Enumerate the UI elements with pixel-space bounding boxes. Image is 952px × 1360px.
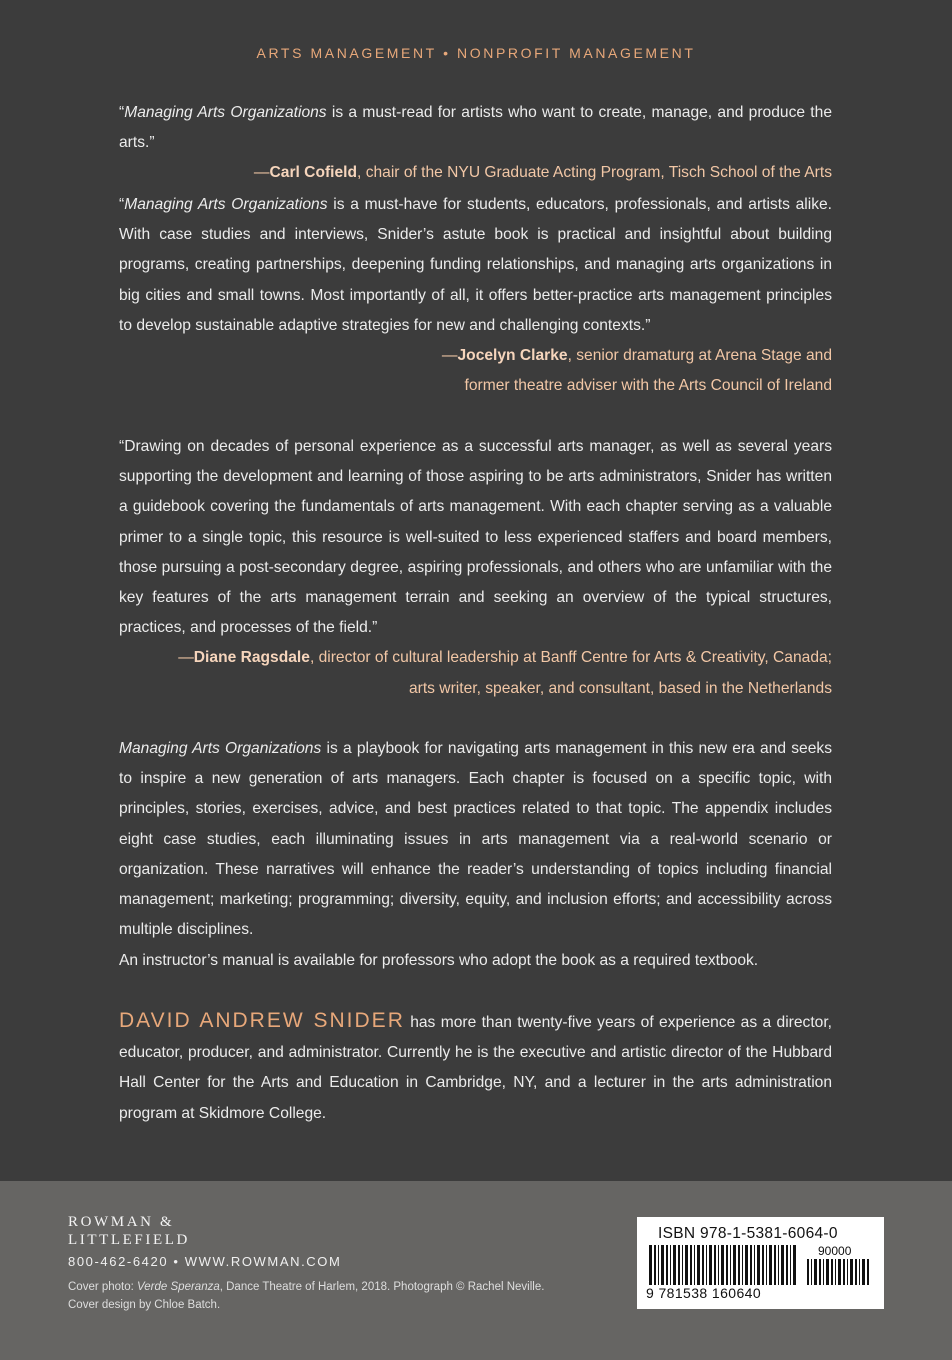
book-title: Managing Arts Organizations — [124, 196, 328, 213]
book-description: Managing Arts Organizations is a playbook for navigating arts management in this new era and seeks to inspire a new generation of arts managers. Each chapter is focused on a specific topic, with principles, stories, exercises, advice, and best practices related to that topic. The appendix includes eight case studies, each illuminating issues in arts management via a real-world scenario or organization. These narratives will enhance the reader’s understanding of topics including financial management; marketing; programming; diversity, equity, and inclusion efforts; and accessibility across multiple disciplines. — [119, 740, 832, 939]
book-title: Managing Arts Organizations — [119, 740, 322, 757]
endorser-name: Carl Cofield — [269, 164, 358, 182]
addon-barcode-icon — [807, 1259, 871, 1289]
blurb-1-attribution: —Carl Cofield, chair of the NYU Graduate Acting Program, Tisch School of the Arts — [253, 164, 832, 182]
endorser-name: Jocelyn Clarke — [457, 347, 568, 365]
blurb-2-attribution: —Jocelyn Clarke, senior dramaturg at Arena Stage and former theatre adviser with the Arts Council of Ireland — [441, 347, 832, 395]
cover-credits — [68, 1278, 608, 1314]
price-code: 90000 — [818, 1244, 852, 1258]
blurb-3 — [119, 432, 832, 704]
blurb-3-attribution: —Diane Ragsdale, director of cultural leadership at Banff Centre for Arts & Creativity, Canada; arts writer, speaker, and consultant, based in the Netherlands — [178, 649, 832, 697]
blurb-2-quote: “Managing Arts Organizations is a must-have for students, educators, professionals, and artists alike. With case studies and interviews, Snider’s astute book is practical and insightful about building programs, creating partnerships, deepening funding relationships, and managing arts organizations in big cities and small towns. Most importantly of all, it offers better-practice arts management principles to develop sustainable adaptive strategies for new and challenging contexts.” — [119, 196, 832, 334]
book-title: Managing Arts Organizations — [124, 104, 327, 121]
ean-barcode-icon — [649, 1245, 799, 1289]
category-line: ARTS MANAGEMENT • NONPROFIT MANAGEMENT — [256, 45, 696, 61]
publisher-contact: 800-462-6420 • WWW.ROWMAN.COM — [68, 1254, 342, 1269]
footer-band — [0, 1181, 952, 1360]
isbn-text: ISBN 978-1-5381-6064-0 — [658, 1225, 838, 1242]
blurb-3-quote: “Drawing on decades of personal experience as a successful arts manager, as well as several years supporting the development and learning of those aspiring to be arts administrators, Snider has written a guidebook covering the fundamentals of arts management. With each chapter serving as a valuable primer to a single topic, this resource is well-suited to less experienced staffers and board members, those pursuing a post-secondary degree, aspiring professionals, and others who are unfamiliar with the key features of the arts management terrain and seeking an overview of the typical structures, practices, and processes of the field.” — [119, 438, 832, 637]
author-name: DAVID ANDREW SNIDER — [119, 1009, 405, 1032]
publisher-logo: ROWMAN & LITTLEFIELD — [68, 1214, 190, 1248]
blurb-1 — [119, 98, 832, 189]
barcode-box — [637, 1217, 884, 1309]
instructor-note: An instructor’s manual is available for professors who adopt the book as a required textbook. — [119, 952, 759, 969]
photo-credit: Cover photo: Verde Speranza, Dance Theatre of Harlem, 2018. Photograph © Rachel Neville. — [68, 1281, 545, 1293]
endorser-name: Diane Ragsdale — [193, 649, 310, 667]
author-bio: DAVID ANDREW SNIDER has more than twenty-five years of experience as a director, educator, producer, and administrator. Currently he is the executive and artistic director of the Hubbard Hall Center for the Arts and Education in Cambridge, NY, and a lecturer in the arts administration program at Skidmore College. — [119, 1009, 832, 1122]
ean-digits: 9 781538 160640 — [646, 1285, 761, 1301]
blurb-1-quote: “Managing Arts Organizations is a must-read for artists who want to create, manage, and produce the arts.” — [119, 104, 832, 152]
design-credit: Cover design by Chloe Batch. — [68, 1299, 221, 1311]
blurb-2 — [119, 190, 832, 401]
